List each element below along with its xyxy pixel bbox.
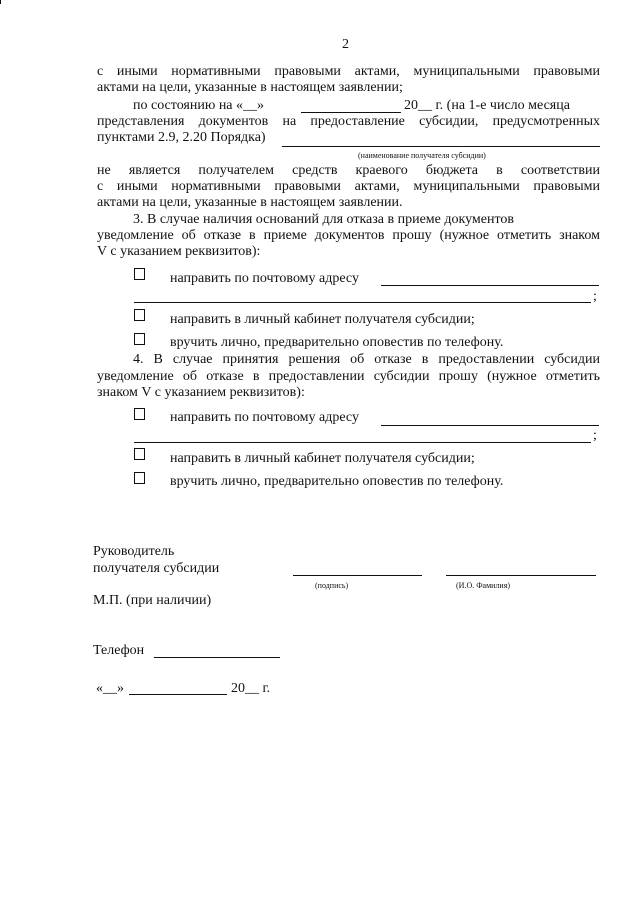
p1-line1: с иными нормативными правовыми актами, муниципальными правовыми: [97, 64, 600, 79]
section4-option-post: направить по почтовому адресу: [170, 410, 359, 425]
date-month-line-bottom[interactable]: [129, 694, 227, 695]
p3-line3: актами на цели, указанные в настоящем заявлении.: [97, 195, 403, 210]
section4-terminator: ;: [593, 428, 597, 443]
section4-checkbox-hand[interactable]: [134, 472, 145, 484]
section3-checkbox-hand[interactable]: [134, 333, 145, 345]
stamp-note: М.П. (при наличии): [93, 593, 212, 608]
p3-line2: с иными нормативными правовыми актами, муниципальными правовыми: [97, 179, 600, 194]
recipient-name-line[interactable]: [282, 146, 600, 147]
date-as-of-label: по состоянию на «__»: [133, 98, 265, 113]
signer-role-line1: Руководитель: [93, 544, 175, 559]
section4-line3: знаком V с указанием реквизитов):: [97, 385, 305, 400]
section4-address-line[interactable]: [381, 425, 599, 426]
section4-checkbox-cabinet[interactable]: [134, 448, 145, 460]
section3-heading: 3. В случае наличия оснований для отказа в приеме документов: [133, 212, 515, 227]
p2-line3: пунктами 2.9, 2.20 Порядка): [97, 130, 266, 145]
signature-line[interactable]: [293, 575, 422, 576]
date-year-label: 20__ г. (на 1-е число месяца: [404, 98, 570, 113]
recipient-name-caption: (наименование получателя субсидии): [358, 151, 486, 160]
date-year-label-bottom: 20__ г.: [231, 681, 271, 696]
date-day-label: «__»: [96, 681, 124, 696]
phone-label: Телефон: [93, 643, 145, 658]
page-number: 2: [342, 37, 349, 52]
section3-option-cabinet: направить в личный кабинет получателя субсидии;: [170, 312, 475, 327]
section3-checkbox-cabinet[interactable]: [134, 309, 145, 321]
section4-line2: уведомление об отказе в предоставлении субсидии прошу (нужное отметить: [97, 369, 600, 384]
section3-address-line[interactable]: [381, 285, 599, 286]
name-line[interactable]: [446, 575, 596, 576]
phone-line[interactable]: [154, 657, 280, 658]
p2-line2: представления документов на предоставление субсидии, предусмотренных: [97, 114, 600, 129]
p3-line1: не является получателем средств краевого бюджета в соответствии: [97, 163, 600, 178]
section3-address-line-2[interactable]: [134, 302, 591, 303]
section3-option-post: направить по почтовому адресу: [170, 271, 359, 286]
section4-option-hand: вручить лично, предварительно оповестив по телефону.: [170, 474, 504, 489]
section3-line2: уведомление об отказе в приеме документов прошу (нужное отметить знаком: [97, 228, 600, 243]
page-corner-mark: [0, 0, 5, 4]
section3-terminator: ;: [593, 289, 597, 304]
section3-checkbox-post[interactable]: [134, 268, 145, 280]
section3-line3: V с указанием реквизитов):: [97, 244, 261, 259]
section4-address-line-2[interactable]: [134, 442, 591, 443]
section3-option-hand: вручить лично, предварительно оповестив по телефону.: [170, 335, 504, 350]
name-caption: (И.О. Фамилия): [456, 581, 511, 590]
section4-checkbox-post[interactable]: [134, 408, 145, 420]
p1-line2: актами на цели, указанные в настоящем заявлении;: [97, 80, 403, 95]
signer-role-line2: получателя субсидии: [93, 561, 220, 576]
section4-heading: 4. В случае принятия решения об отказе в предоставлении субсидии: [133, 352, 600, 367]
signature-caption: (подпись): [315, 581, 349, 590]
date-month-line[interactable]: [301, 112, 401, 113]
section4-option-cabinet: направить в личный кабинет получателя субсидии;: [170, 451, 475, 466]
